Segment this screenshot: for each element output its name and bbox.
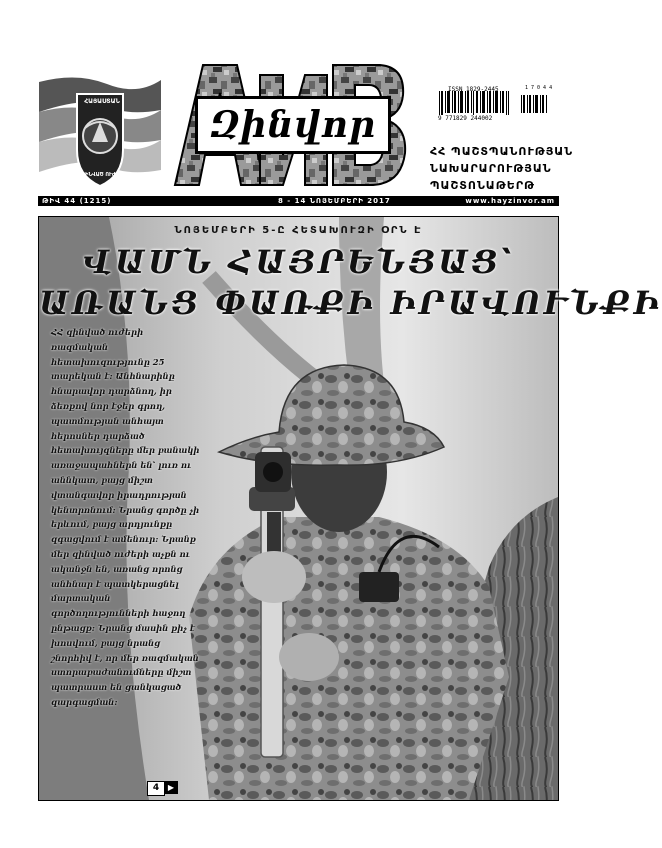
barcode-addon: 1 7 0 4 4 (525, 85, 553, 91)
newspaper-title: Զինվոր (195, 96, 391, 154)
info-bar (38, 196, 559, 206)
emblem-text-bottom: ԶԻՆՎԱԾ ՈՒԺԵՐ (81, 172, 123, 178)
publisher-line: ՀՀ ՊԱՇՏՊԱՆՈՒԹՅԱՆ (430, 145, 574, 158)
cover-photo (38, 216, 662, 801)
cover-body-text (51, 325, 203, 710)
cover-headline-line2: ԱՌԱՆՑ ՓԱՌՔԻ ԻՐԱՎՈՒՆՔԻ (39, 284, 662, 322)
cover-kicker: ՆՈՅԵՄԲԵՐԻ 5-Ը ՀԵՏԱԽՈՒԶԻ ՕՐՆ Է (174, 225, 423, 236)
issn-label: ISSN 1829-2445 (448, 86, 499, 93)
issue-date: 8 - 14 ՆՈՅԵՄԲԵՐԻ 2017 (278, 197, 391, 205)
publisher-line: ՊԱՇՏՈՆԱԹԵՐԹ (430, 179, 535, 192)
publisher-block (430, 143, 573, 194)
website-link[interactable]: www.hayzinvor.am (465, 197, 555, 205)
page-reference[interactable]: 4 (147, 781, 165, 796)
arrow-right-icon[interactable]: ▶ (164, 781, 178, 794)
cover-body-paragraph: ՀՀ զինված ուժերի ռազմական հետախուզությունը 25 տարեկան է: Անհնարինը հնարավոր դարձնող, իր ձեռքով նոր էջեր գրող, պատմության անհայտ հերոսներ դարձած հետախույզները մեր բանակի առաջապահներն են՝ լուռ ու աննկատ, բայց միշտ վտանգավոր իրադրության կենտրոնում: Նրանց գործը չի երևում, բայց արդյունքը զգացվում է ամենուր: Նրանք մեր զինված ուժերի աչքն ու ականջն են, առանց որոնց անհնար է պատկերացնել մարտական գործողությունների հաջող ընթացք: Նրանց մասին քիչ է խոսվում, բայց նրանց շնորհիվ է, որ մեր ռազմական ստորաբաժանումները միշտ պատրաստ են ցանկացած զարգացման: (51, 327, 200, 707)
publisher-line: ՆԱԽԱՐԱՐՈՒԹՅԱՆ (430, 162, 552, 175)
barcode-digits: 9 771829 244002 (438, 115, 493, 122)
issue-number: ԹԻՎ 44 (1215) (42, 197, 112, 205)
cover-headline-line1: ՎԱՄՆ ՀԱՅՐԵՆՅԱՑ՝ (82, 243, 515, 281)
emblem-text-top: ՀԱՅԱՍՏԱՆ (84, 98, 120, 105)
